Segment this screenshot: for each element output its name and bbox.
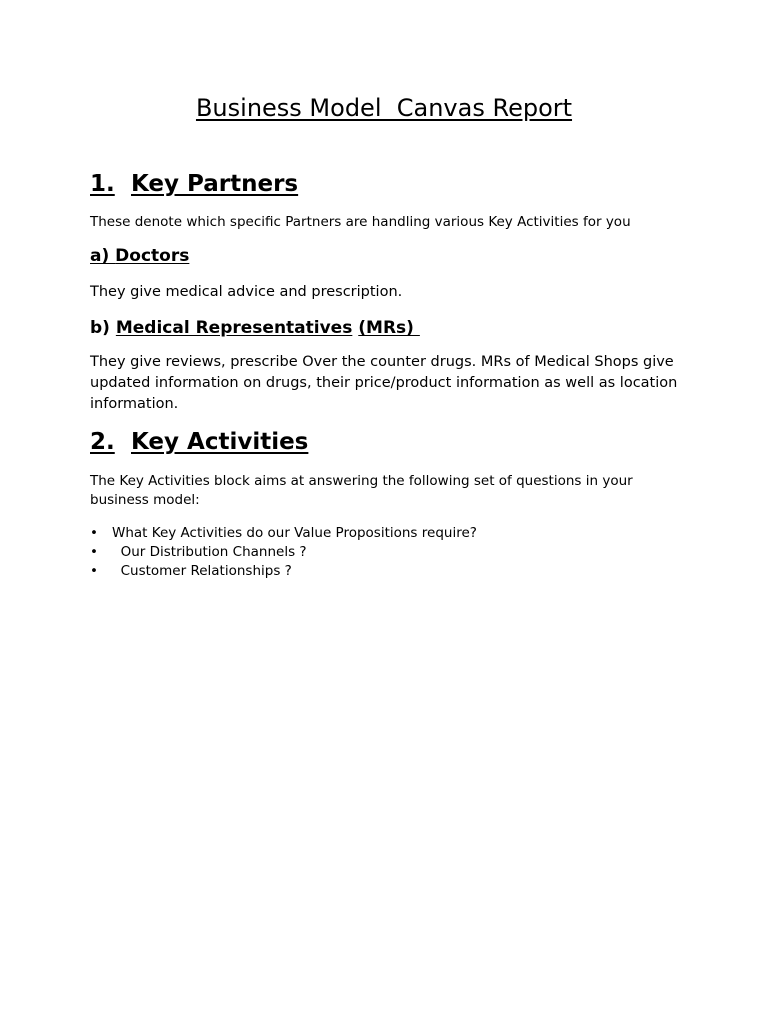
subsection-body-medical-representatives: They give reviews, prescribe Over the counter drugs. MRs of Medical Shops give updated information on drugs, their price/product information as well as location information. (90, 354, 678, 412)
bullet-icon: • (90, 544, 98, 560)
subsection-heading-doctors (90, 244, 189, 268)
subsection-prefix: b) (90, 318, 116, 338)
section-number: 2. (90, 429, 115, 455)
list-item-text: Our Distribution Channels ? (112, 544, 307, 560)
section-title: Key Activities (131, 429, 309, 455)
bullet-icon: • (90, 525, 98, 541)
subsection-body-doctors: They give medical advice and prescription. (90, 284, 403, 300)
list-item (90, 543, 477, 562)
section-intro-key-activities: The Key Activities block aims at answering the following set of questions in your business model: (90, 473, 633, 508)
section-title: Key Partners (131, 171, 299, 197)
section-heading-key-partners (90, 169, 298, 199)
document-title-text: Business Model Canvas Report (195, 94, 573, 122)
subsection-title: Doctors (115, 246, 190, 266)
section-heading-key-activities (90, 427, 308, 457)
section-number: 1. (90, 171, 115, 197)
list-item (90, 562, 477, 581)
bullet-icon: • (90, 563, 98, 579)
bullet-list (90, 524, 477, 581)
subsection-prefix: a) (90, 246, 116, 266)
list-item (90, 524, 477, 543)
subsection-suffix: (MRs) (358, 318, 420, 338)
list-item-text: What Key Activities do our Value Propositions require? (112, 525, 477, 541)
section-intro-key-partners: These denote which specific Partners are handling various Key Activities for you (90, 214, 631, 230)
list-item-text: Customer Relationships ? (112, 563, 292, 579)
document-title (0, 92, 768, 124)
subsection-title: Medical Representatives (115, 318, 353, 338)
subsection-heading-medical-representatives (90, 316, 420, 340)
